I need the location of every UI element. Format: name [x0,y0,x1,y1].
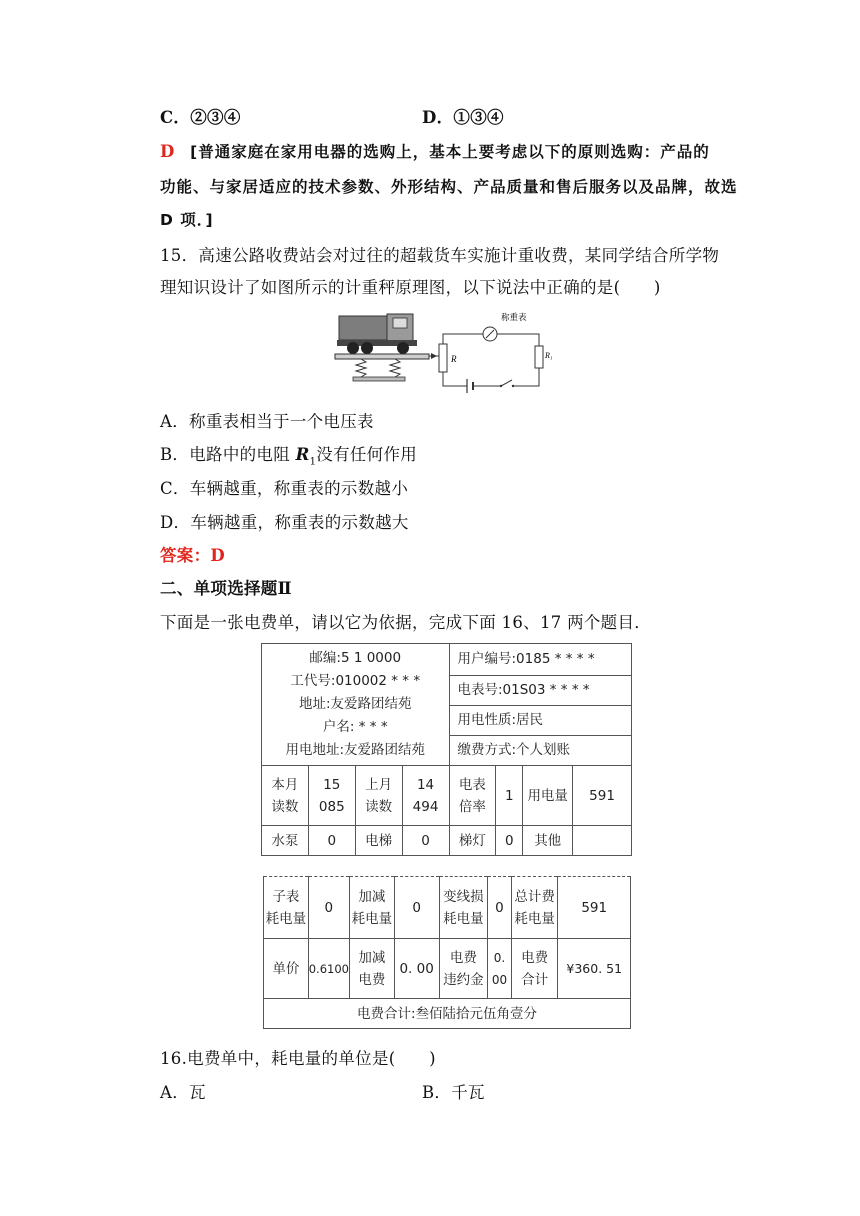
bill-cell: 0.6100 [308,939,349,999]
bill-cell: 用电量 [523,766,573,826]
q14-option-c: C．②③④ [160,108,241,127]
q15-option-b [160,441,417,467]
bill-payment: 缴费方式:个人划账 [457,742,571,758]
bill-cell: 0 [308,877,349,939]
bill-meter-no: 电表号:01S03 * * * * [450,676,632,706]
bill-cell: 15 085 [308,766,355,826]
bill-cell: 电费 违约金 [439,939,488,999]
q14-answer-line1 [160,140,710,162]
bill-cell: 上月 读数 [355,766,402,826]
bill-cell: 本月 读数 [262,766,309,826]
rheostat-r [439,344,447,372]
bill-address: 地址:友爱路团结苑 [298,696,412,712]
resistor-r1 [535,346,543,368]
bill-usage-address: 用电地址:友爱路团结苑 [285,742,426,758]
q15-option-b-suffix: 没有任何作用 [316,445,418,464]
bill-cell: 14 494 [402,766,449,826]
bill-cell: 0 [488,877,512,939]
q14-answer-line2: 功能、与家居适应的技术参数、外形结构、产品质量和售后服务以及品牌，故选 [160,178,738,196]
q15-option-c: C．车辆越重，称重表的示数越小 [160,479,409,498]
q15-stem-line2: 理知识设计了如图所示的计重秤原理图，以下说法中正确的是( ) [160,278,661,297]
bill-cell: 变线损 耗电量 [439,877,488,939]
bill-cell: 电表 倍率 [449,766,496,826]
bill-row-appliances [262,826,632,856]
bill-header-right [449,644,632,766]
bill-work-code: 工代号:010002 * * * [290,673,421,689]
bill-row-total [264,999,631,1029]
bill-cell: 0. 00 [394,939,439,999]
bill-cell: 591 [558,877,631,939]
electricity-bill-bottom-table [263,876,631,1029]
q15-stem-line1: 15．高速公路收费站会对过往的超载货车实施计重收费，某同学结合所学物 [160,246,720,265]
bill-cell: 其他 [523,826,573,856]
bill-cell: 0. 00 [488,939,512,999]
meter-label: 称重表 [501,313,527,323]
q15-option-a: A．称重表相当于一个电压表 [160,412,374,431]
q14-option-d: D．①③④ [422,108,504,127]
weighing-circuit-diagram [333,306,553,396]
bill-cell [573,826,632,856]
bill-cell: 0 [402,826,449,856]
bill-row-consumption [264,877,631,939]
bill-row-charges [264,939,631,999]
bill-postcode: 邮编:5 1 0000 [309,650,402,666]
q14-answer-text1: [普通家庭在家用电器的选购上，基本上要考虑以下的原则选购：产品的 [190,143,710,161]
bill-cell: 电梯 [355,826,402,856]
bill-cell: 电费 合计 [511,939,558,999]
bill-cell: 1 [496,766,523,826]
bill-header-left [262,644,450,766]
bill-usage-type: 用电性质:居民 [450,706,632,736]
q16-stem: 16.电费单中，耗电量的单位是( ) [160,1049,436,1068]
scale-base [353,377,405,381]
bill-cell: ¥360. 51 [558,939,631,999]
q14-answer-line3: D 项．] [160,211,214,229]
bill-row-readings [262,766,632,826]
bill-cell: 水泵 [262,826,309,856]
switch-icon [501,380,512,386]
truck-icon [337,314,417,354]
section2-heading: 二、单项选择题Ⅱ [160,579,292,598]
bill-cell: 0 [496,826,523,856]
bill-cell: 加减 耗电量 [349,877,394,939]
bill-cell: 0 [308,826,355,856]
electricity-bill-top-table [261,643,632,856]
bill-cell: 加减 电费 [349,939,394,999]
bill-total-text: 电费合计:叁佰陆拾元伍角壹分 [264,999,631,1029]
q15-answer: 答案：D [160,546,226,565]
spring-left [356,359,366,377]
q16-option-a: A．瓦 [160,1083,206,1102]
bill-user-no: 用户编号:0185 * * * * [450,644,632,676]
q15-option-b-prefix: B．电路中的电阻 [160,445,296,464]
scale-platform [335,354,429,359]
bill-cell: 梯灯 [449,826,496,856]
q16-option-b: B．千瓦 [422,1083,485,1102]
section2-intro: 下面是一张电费单，请以它为依据，完成下面 16、17 两个题目． [160,613,652,632]
spring-right [390,359,400,377]
r-label: R [451,354,457,364]
q15-option-b-sub: 1 [309,456,317,468]
q15-option-b-var: R [295,445,310,464]
bill-cell: 591 [573,766,632,826]
r1-label: R₁ [545,351,553,360]
bill-cell: 子表 耗电量 [264,877,309,939]
bill-cell: 0 [394,877,439,939]
q15-option-d: D．车辆越重，称重表的示数越大 [160,513,409,532]
bill-account-name: 户名: * * * [322,719,388,735]
q14-answer-letter: D [160,142,175,161]
bill-cell: 总计费 耗电量 [511,877,558,939]
bill-cell: 单价 [264,939,309,999]
